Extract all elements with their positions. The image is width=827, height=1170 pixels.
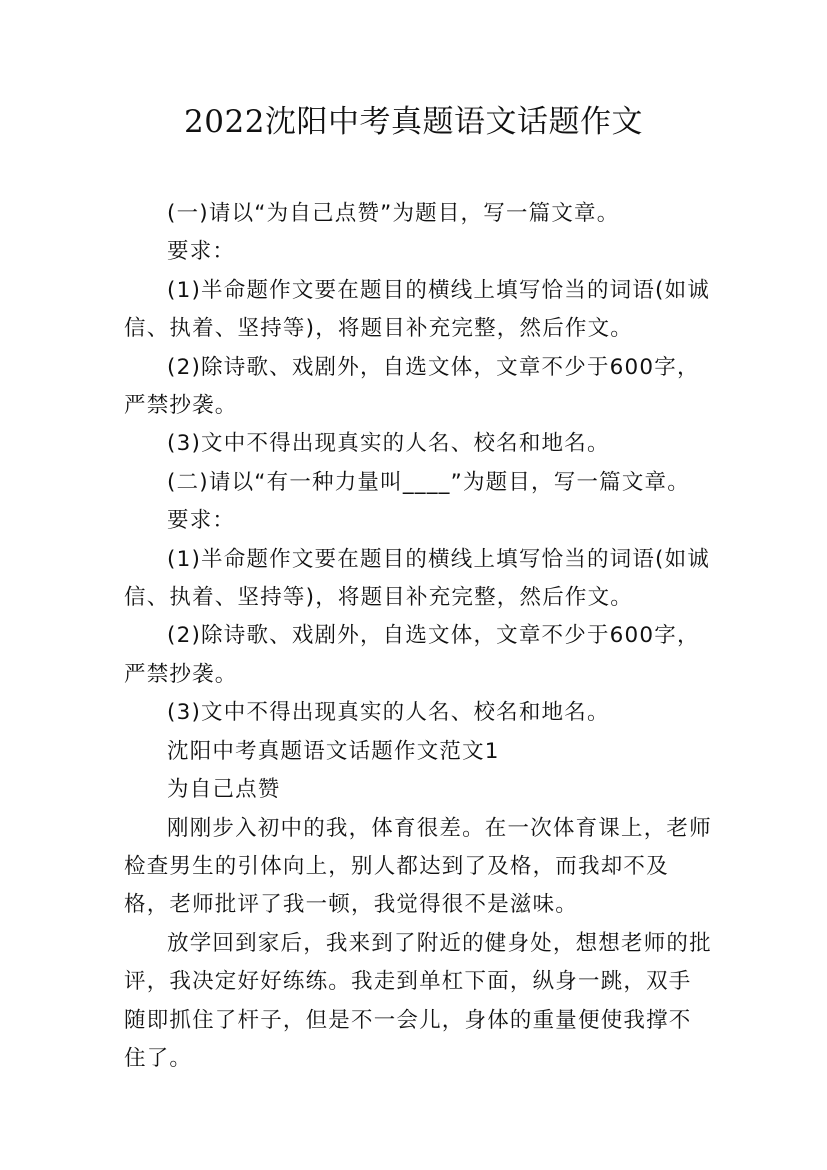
document-title: 2022沈阳中考真题语文话题作文 [184, 104, 643, 140]
sample-essay-heading: 沈阳中考真题语文话题作文范文1 [167, 738, 500, 764]
sample-essay-paragraph: 刚刚步入初中的我，体育很差。在一次体育课上，老师检查男生的引体向上，别人都达到了及格，而我却不及格，老师批评了我一顿，我觉得很不是滋味。 [124, 815, 712, 918]
sample-essay-paragraph: 放学回到家后，我来到了附近的健身处，想想老师的批评，我决定好好练练。我走到单杠下面，纵身一跳，双手随即抓住了杆子，但是不一会儿，身体的重量便使我撑不住了。 [124, 930, 712, 1071]
paragraph-requirements-heading: 要求： [167, 508, 236, 534]
document-body [124, 195, 714, 1078]
sample-essay-title: 为自己点赞 [167, 777, 281, 803]
paragraph-topic-one: (一)请以“为自己点赞”为题目，写一篇文章。 [167, 201, 620, 226]
paragraph-requirement-2: (2)除诗歌、戏剧外，自选文体，文章不少于600字，严禁抄袭。 [124, 354, 700, 419]
paragraph-requirement-2: (2)除诗歌、戏剧外，自选文体，文章不少于600字，严禁抄袭。 [124, 623, 700, 687]
paragraph-requirement-1: (1)半命题作文要在题目的横线上填写恰当的词语(如诚信、执着、坚持等)，将题目补充完整，然后作文。 [124, 277, 711, 342]
paragraph-requirement-3: (3)文中不得出现真实的人名、校名和地名。 [167, 431, 610, 457]
paragraph-topic-two: (二)请以“有一种力量叫____”为题目，写一篇文章。 [167, 469, 690, 495]
paragraph-requirement-1: (1)半命题作文要在题目的横线上填写恰当的词语(如诚信、执着、坚持等)，将题目补充完整，然后作文。 [124, 546, 711, 611]
paragraph-requirements-heading: 要求： [167, 239, 236, 265]
paragraph-requirement-3: (3)文中不得出现真实的人名、校名和地名。 [167, 700, 610, 726]
